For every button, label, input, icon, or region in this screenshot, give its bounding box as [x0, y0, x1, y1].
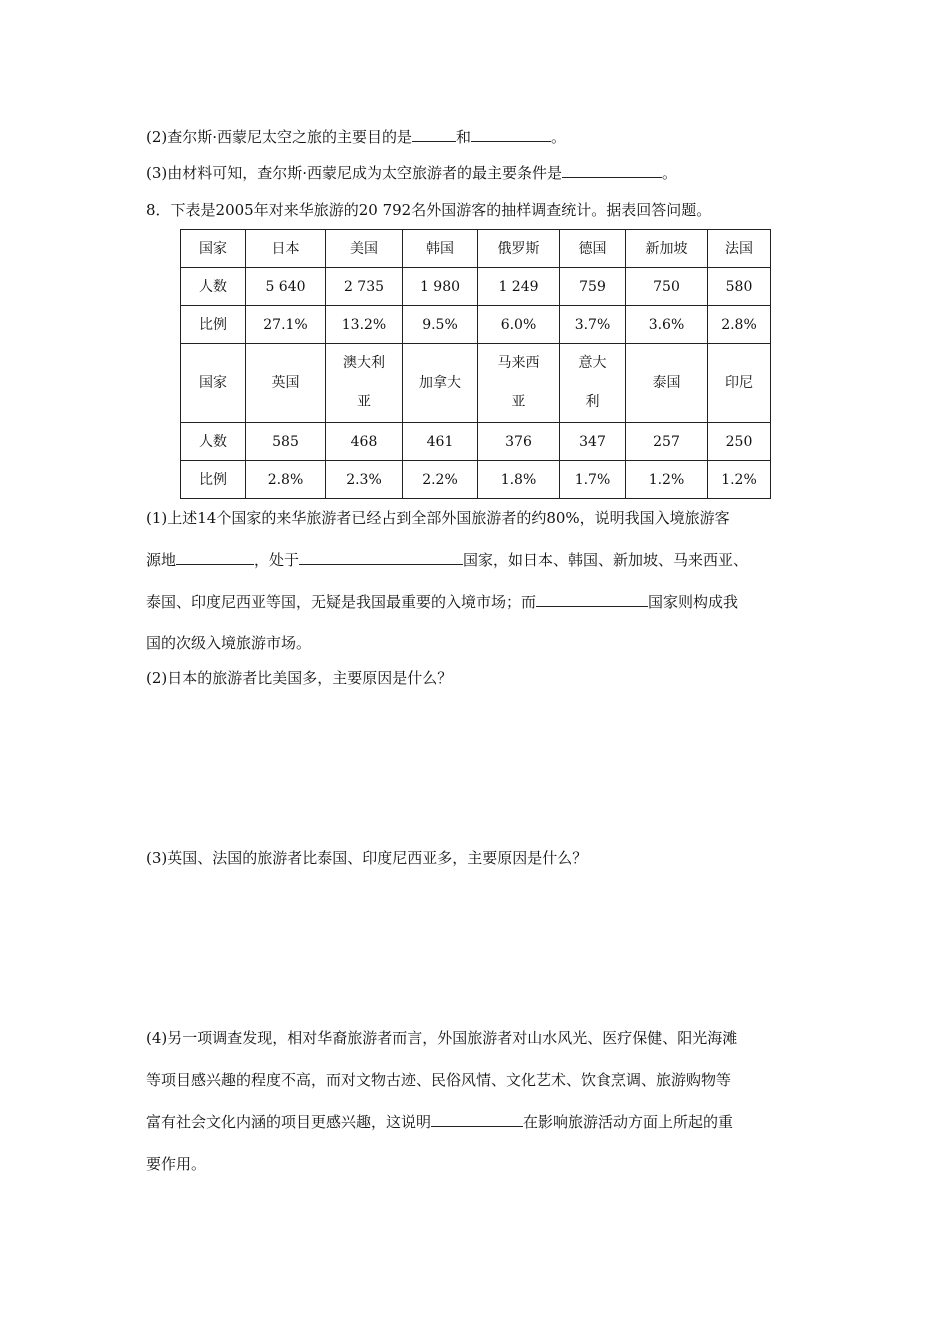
sub1-text: 国家则构成我	[648, 593, 739, 611]
table-cell: 750	[626, 268, 708, 306]
table-cell: 2.8%	[246, 461, 326, 499]
table-row-country-2	[181, 344, 771, 423]
table-cell: 6.0%	[478, 306, 560, 344]
row-label: 国家	[181, 344, 246, 423]
table-cell: 加拿大	[403, 344, 478, 423]
sub1-line2	[146, 550, 748, 570]
table-cell-text: 马来西亚	[497, 355, 540, 410]
table-cell: 585	[246, 423, 326, 461]
table-cell: 468	[326, 423, 403, 461]
table-cell: 3.7%	[560, 306, 626, 344]
q3-text-after: 。	[662, 164, 678, 182]
table-cell: 250	[708, 423, 771, 461]
sub1-line1: (1)上述14个国家的来华旅游者已经占到全部外国旅游者的约80%，说明我国入境旅游客	[146, 509, 730, 527]
table-cell: 德国	[560, 230, 626, 268]
answer-blank[interactable]	[176, 550, 254, 565]
row-label: 国家	[181, 230, 246, 268]
question-2-line	[146, 127, 566, 147]
table-cell	[326, 344, 403, 423]
table-row-country-1	[181, 230, 771, 268]
table-cell: 5 640	[246, 268, 326, 306]
table-cell: 2.2%	[403, 461, 478, 499]
sub1-text: 源地	[146, 551, 177, 569]
table-cell: 新加坡	[626, 230, 708, 268]
table-cell	[478, 344, 560, 423]
table-cell: 1 249	[478, 268, 560, 306]
table-cell-text: 意大利	[578, 355, 607, 410]
table-cell: 韩国	[403, 230, 478, 268]
table-row-count-2	[181, 423, 771, 461]
sub4-line2: 等项目感兴趣的程度不高，而对文物古迹、民俗风情、文化艺术、饮食烹调、旅游购物等	[146, 1071, 732, 1089]
sub1-text: ，处于	[254, 551, 300, 569]
table-cell: 2.8%	[708, 306, 771, 344]
table-cell: 1.7%	[560, 461, 626, 499]
sub4-line3	[146, 1112, 733, 1132]
table-row-ratio-1	[181, 306, 771, 344]
question-3-line	[146, 163, 677, 183]
sub4-line1: (4)另一项调查发现，相对华裔旅游者而言，外国旅游者对山水风光、医疗保健、阳光海滩	[146, 1029, 738, 1047]
table-cell: 3.6%	[626, 306, 708, 344]
table-cell: 泰国	[626, 344, 708, 423]
table-cell: 1.8%	[478, 461, 560, 499]
q3-text-before: (3)由材料可知，查尔斯·西蒙尼成为太空旅游者的最主要条件是	[146, 164, 563, 182]
row-label: 比例	[181, 306, 246, 344]
table-cell: 1.2%	[708, 461, 771, 499]
table-cell: 印尼	[708, 344, 771, 423]
sub1-text: 国家，如日本、韩国、新加坡、马来西亚、	[463, 551, 749, 569]
table-cell: 俄罗斯	[478, 230, 560, 268]
table-cell: 759	[560, 268, 626, 306]
table-cell: 1 980	[403, 268, 478, 306]
table-cell-text: 澳大利亚	[343, 355, 385, 410]
table-cell: 27.1%	[246, 306, 326, 344]
q2-text-after: 。	[551, 128, 567, 146]
table-cell: 580	[708, 268, 771, 306]
table-cell	[560, 344, 626, 423]
answer-blank[interactable]	[562, 163, 662, 178]
table-row-count-1	[181, 268, 771, 306]
sub4-line4: 要作用。	[146, 1155, 207, 1173]
row-label: 人数	[181, 423, 246, 461]
table-cell: 法国	[708, 230, 771, 268]
q2-text-mid: 和	[456, 128, 472, 146]
answer-blank[interactable]	[536, 592, 648, 607]
sub1-line3	[146, 592, 738, 612]
table-cell: 376	[478, 423, 560, 461]
question-8-intro: 8．下表是2005年对来华旅游的20 792名外国游客的抽样调查统计。据表回答问题。	[146, 201, 712, 219]
answer-blank[interactable]	[299, 550, 463, 565]
table-cell: 2 735	[326, 268, 403, 306]
answer-blank[interactable]	[471, 127, 551, 142]
sub2-question: (2)日本的旅游者比美国多，主要原因是什么？	[146, 669, 453, 687]
answer-blank[interactable]	[431, 1112, 523, 1127]
table-cell: 美国	[326, 230, 403, 268]
table-cell: 13.2%	[326, 306, 403, 344]
table-cell: 257	[626, 423, 708, 461]
sub1-line4: 国的次级入境旅游市场。	[146, 634, 312, 652]
tourist-statistics-table	[180, 229, 771, 499]
row-label: 比例	[181, 461, 246, 499]
sub4-text: 在影响旅游活动方面上所起的重	[523, 1113, 734, 1131]
table-cell: 9.5%	[403, 306, 478, 344]
sub1-text: 泰国、印度尼西亚等国，无疑是我国最重要的入境市场；而	[146, 593, 537, 611]
table-cell: 日本	[246, 230, 326, 268]
row-label: 人数	[181, 268, 246, 306]
table-cell: 347	[560, 423, 626, 461]
sub4-text: 富有社会文化内涵的项目更感兴趣，这说明	[146, 1113, 432, 1131]
table-cell: 2.3%	[326, 461, 403, 499]
table-cell: 461	[403, 423, 478, 461]
table-row-ratio-2	[181, 461, 771, 499]
q2-text-before: (2)查尔斯·西蒙尼太空之旅的主要目的是	[146, 128, 413, 146]
answer-blank[interactable]	[412, 127, 456, 142]
sub3-question: (3)英国、法国的旅游者比泰国、印度尼西亚多，主要原因是什么？	[146, 849, 588, 867]
table-cell: 1.2%	[626, 461, 708, 499]
table-cell: 英国	[246, 344, 326, 423]
